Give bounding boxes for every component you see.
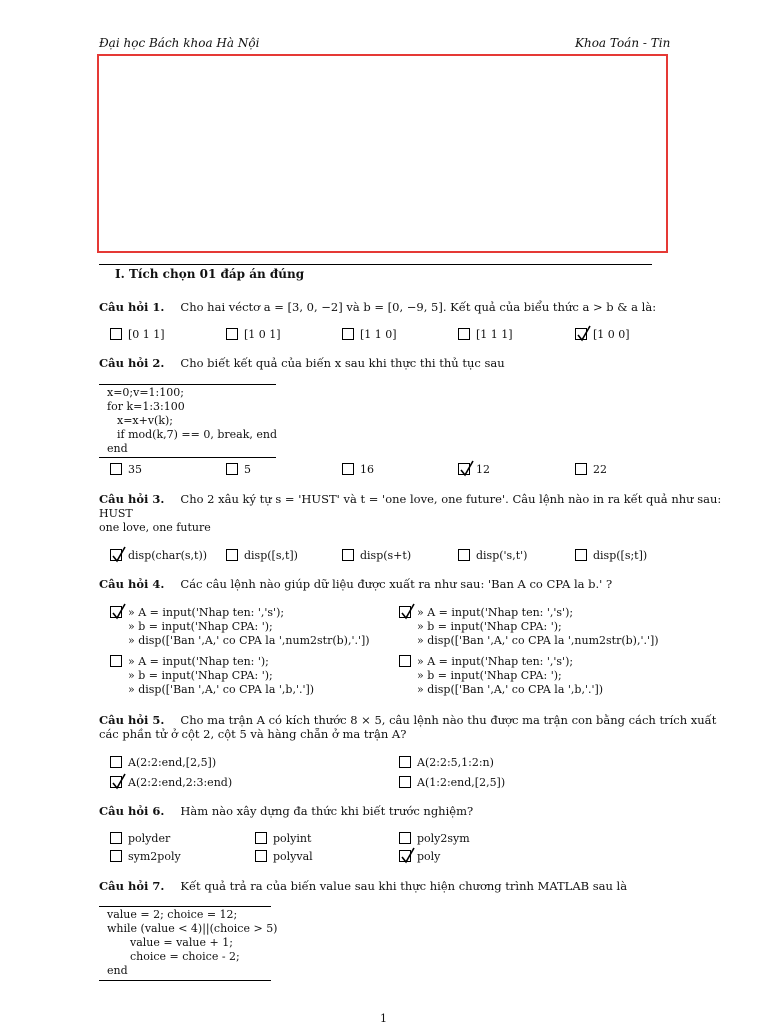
option[interactable] — [110, 776, 232, 790]
question-6 — [99, 804, 473, 818]
checkbox[interactable] — [342, 463, 354, 475]
option[interactable] — [458, 549, 527, 563]
header-right: Khoa Toán - Tin — [575, 36, 671, 50]
option-label: [0 1 1] — [128, 328, 165, 341]
question-label: Câu hỏi 2. — [99, 356, 165, 370]
checkbox[interactable] — [399, 776, 411, 788]
code-line: x=0;v=1:100; — [107, 386, 184, 399]
option[interactable] — [399, 832, 470, 846]
option[interactable] — [575, 549, 647, 563]
option-label: disp([s;t]) — [593, 549, 648, 562]
checkbox-checked[interactable] — [399, 850, 411, 862]
code-line: » A = input('Nhap ten: ','s'); — [128, 606, 285, 619]
checkmark-icon — [400, 847, 415, 864]
checkbox-checked[interactable] — [399, 606, 411, 618]
option-label: disp(char(s,t)) — [128, 549, 208, 562]
question-text: Kết quả trả ra của biến value sau khi thực hiện chương trình MATLAB sau là — [180, 879, 628, 893]
code-line: » disp(['Ban ',A,' co CPA la ',num2str(b),'.']) — [417, 634, 659, 647]
question-label: Câu hỏi 7. — [99, 879, 165, 893]
code-line: if mod(k,7) == 0, break, end — [117, 428, 278, 441]
option[interactable] — [342, 463, 374, 477]
question-text: Cho hai véctơ a = [3, 0, −2] và b = [0, −9, 5]. Kết quả của biểu thức a > b & a là: — [180, 300, 657, 314]
code-line: » b = input('Nhap CPA: '); — [128, 669, 273, 682]
question-label: Câu hỏi 5. — [99, 713, 165, 727]
option-label: poly2sym — [417, 832, 470, 845]
checkbox[interactable] — [342, 328, 354, 340]
option-label: 22 — [593, 463, 607, 476]
option[interactable] — [110, 655, 269, 669]
code-line: while (value < 4)||(choice > 5) — [107, 922, 278, 935]
checkbox[interactable] — [575, 463, 587, 475]
checkmark-icon — [111, 546, 126, 563]
checkbox[interactable] — [226, 463, 238, 475]
checkbox[interactable] — [226, 549, 238, 561]
question-text: Các câu lệnh nào giúp dữ liệu được xuất ra như sau: 'Ban A co CPA la b.' ? — [180, 577, 613, 591]
option-label: 12 — [476, 463, 490, 476]
option[interactable] — [255, 850, 313, 864]
checkbox-checked[interactable] — [110, 776, 122, 788]
question-text: Cho ma trận A có kích thước 8 × 5, câu lệnh nào thu được ma trận con bằng cách trích xuất — [180, 713, 717, 727]
code-line: for k=1:3:100 — [107, 400, 185, 413]
option-label: A(1:2:end,[2,5]) — [417, 776, 506, 789]
checkbox-checked[interactable] — [110, 549, 122, 561]
option[interactable] — [110, 328, 165, 342]
option-label: 35 — [128, 463, 142, 476]
option-label: poly — [417, 850, 441, 863]
code-rule-bottom — [99, 980, 271, 981]
checkbox[interactable] — [458, 549, 470, 561]
checkbox[interactable] — [110, 463, 122, 475]
question-text-cont: các phần tử ở cột 2, cột 5 và hàng chẵn ở ma trận A? — [99, 727, 407, 741]
option-label: [1 0 1] — [244, 328, 281, 341]
option-label: 5 — [244, 463, 251, 476]
option[interactable] — [399, 655, 573, 669]
question-label: Câu hỏi 1. — [99, 300, 165, 314]
option-label: [1 1 0] — [360, 328, 397, 341]
option-label: disp([s,t]) — [244, 549, 298, 562]
question-label: Câu hỏi 6. — [99, 804, 165, 818]
option[interactable] — [110, 463, 142, 477]
code-line: » A = input('Nhap ten: ','s'); — [417, 655, 574, 668]
option[interactable] — [399, 776, 505, 790]
option[interactable] — [110, 850, 181, 864]
checkbox[interactable] — [110, 756, 122, 768]
page-number: 1 — [380, 1012, 387, 1025]
checkbox[interactable] — [342, 549, 354, 561]
option[interactable] — [110, 756, 216, 770]
checkmark-icon — [459, 460, 474, 477]
output-line: one love, one future — [99, 521, 211, 534]
output-line: HUST — [99, 507, 133, 520]
checkbox-checked[interactable] — [575, 328, 587, 340]
code-line: » b = input('Nhap CPA: '); — [128, 620, 273, 633]
option[interactable] — [110, 606, 284, 620]
code-line: » disp(['Ban ',A,' co CPA la ',b,'.']) — [417, 683, 604, 696]
code-line: choice = choice - 2; — [130, 950, 240, 963]
checkbox[interactable] — [110, 655, 122, 667]
code-line: » A = input('Nhap ten: ','s'); — [417, 606, 574, 619]
question-text: Cho 2 xâu ký tự s = 'HUST' và t = 'one love, one future'. Câu lệnh nào in ra kết quả như sau: — [180, 492, 722, 506]
code-rule-top — [99, 384, 276, 385]
question-5 — [99, 713, 716, 727]
code-line: » disp(['Ban ',A,' co CPA la ',num2str(b),'.']) — [128, 634, 370, 647]
code-line: value = value + 1; — [130, 936, 233, 949]
option[interactable] — [458, 328, 513, 342]
checkbox[interactable] — [399, 655, 411, 667]
option[interactable] — [110, 832, 170, 846]
question-3 — [99, 492, 721, 506]
question-label: Câu hỏi 3. — [99, 492, 165, 506]
code-line: end — [107, 964, 128, 977]
checkbox[interactable] — [110, 832, 122, 844]
option[interactable] — [110, 549, 207, 563]
option-label: A(2:2:5,1:2:n) — [417, 756, 494, 769]
code-line: » b = input('Nhap CPA: '); — [417, 669, 562, 682]
checkmark-icon — [111, 773, 126, 790]
option[interactable] — [575, 328, 630, 342]
question-label: Câu hỏi 4. — [99, 577, 165, 591]
option[interactable] — [226, 328, 281, 342]
option-label: disp('s,t') — [476, 549, 528, 562]
checkbox[interactable] — [458, 328, 470, 340]
option-label: A(2:2:end,2:3:end) — [128, 776, 233, 789]
code-rule-bottom — [99, 457, 276, 458]
checkmark-icon — [576, 325, 591, 342]
code-rule-top — [99, 906, 271, 907]
option-label: polyval — [273, 850, 313, 863]
checkbox[interactable] — [110, 328, 122, 340]
code-line: » disp(['Ban ',A,' co CPA la ',b,'.']) — [128, 683, 315, 696]
option[interactable] — [458, 463, 490, 477]
option-label: [1 0 0] — [593, 328, 630, 341]
question-4 — [99, 577, 612, 591]
checkmark-icon — [111, 603, 126, 620]
checkmark-icon — [400, 603, 415, 620]
code-line: » b = input('Nhap CPA: '); — [417, 620, 562, 633]
code-line: value = 2; choice = 12; — [107, 908, 238, 921]
option[interactable] — [226, 549, 298, 563]
option-label: 16 — [360, 463, 374, 476]
option-label: disp(s+t) — [360, 549, 412, 562]
option[interactable] — [342, 328, 397, 342]
checkbox[interactable] — [226, 328, 238, 340]
answer-box — [97, 54, 668, 253]
divider — [99, 264, 652, 265]
question-text: Hàm nào xây dựng đa thức khi biết trước nghiệm? — [180, 804, 474, 818]
option-label: polyint — [273, 832, 312, 845]
option[interactable] — [399, 850, 440, 864]
option-label: [1 1 1] — [476, 328, 513, 341]
checkbox[interactable] — [255, 832, 267, 844]
code-line: x=x+v(k); — [117, 414, 174, 427]
checkbox-checked[interactable] — [110, 606, 122, 618]
code-line: end — [107, 442, 128, 455]
section-title: I. Tích chọn 01 đáp án đúng — [115, 267, 305, 281]
option[interactable] — [575, 463, 607, 477]
checkbox[interactable] — [575, 549, 587, 561]
question-text: Cho biết kết quả của biến x sau khi thực thi thủ tục sau — [180, 356, 505, 370]
option-label: sym2poly — [128, 850, 181, 863]
option[interactable] — [226, 463, 251, 477]
option[interactable] — [342, 549, 411, 563]
option[interactable] — [399, 756, 494, 770]
checkbox[interactable] — [399, 756, 411, 768]
question-7 — [99, 879, 627, 893]
checkbox-checked[interactable] — [458, 463, 470, 475]
question-1 — [99, 300, 656, 314]
option-label: A(2:2:end,[2,5]) — [128, 756, 217, 769]
option[interactable] — [255, 832, 311, 846]
checkbox[interactable] — [110, 850, 122, 862]
header-left: Đại học Bách khoa Hà Nội — [99, 36, 260, 50]
code-line: » A = input('Nhap ten: '); — [128, 655, 269, 668]
checkbox[interactable] — [399, 832, 411, 844]
question-2 — [99, 356, 505, 370]
checkbox[interactable] — [255, 850, 267, 862]
option-label: polyder — [128, 832, 171, 845]
option[interactable] — [399, 606, 573, 620]
